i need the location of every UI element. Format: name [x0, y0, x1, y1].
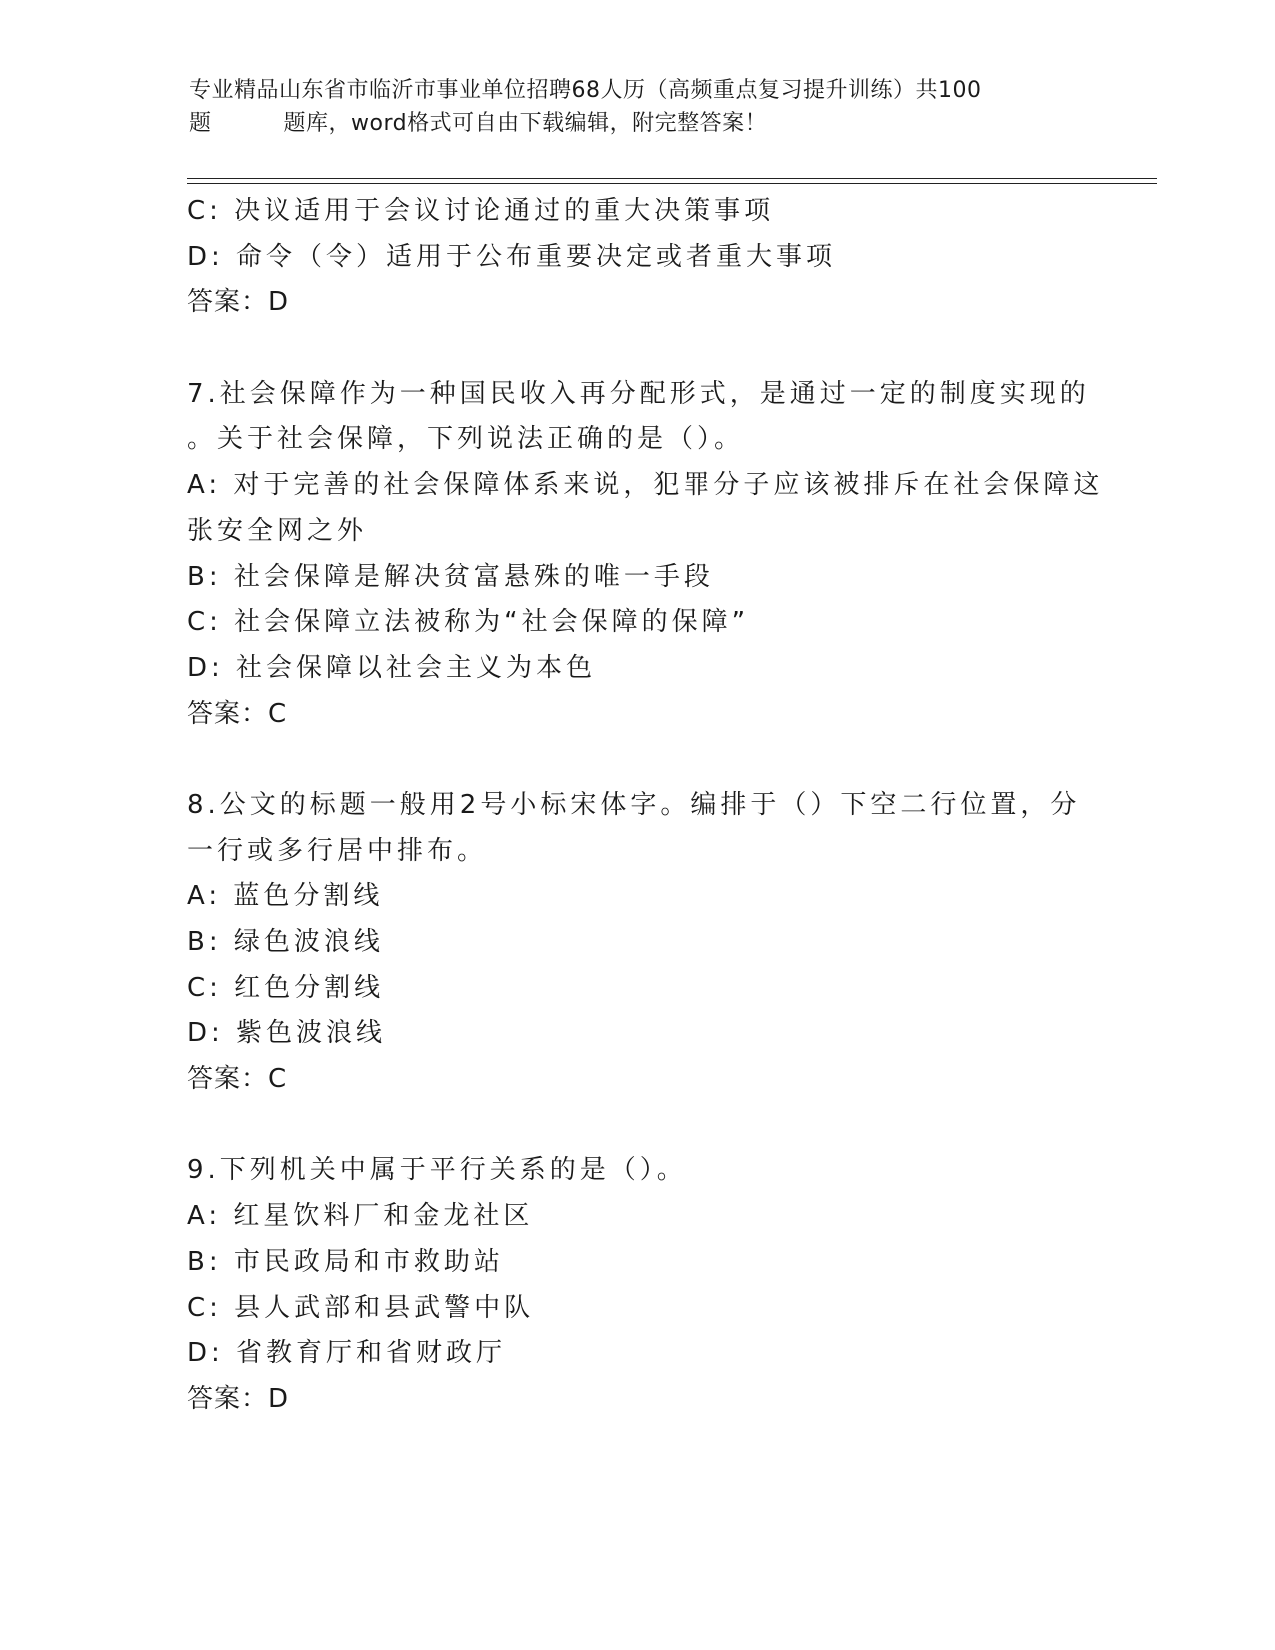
option-line: C: 社会保障立法被称为“社会保障的保障”	[187, 607, 750, 638]
question-line: 8.公文的标题一般用2号小标宋体字。编排于（）下空二行位置，分	[187, 789, 1081, 820]
page-header	[189, 74, 1069, 140]
header-title-line1: 专业精品山东省市临沂市事业单位招聘68人历（高频重点复习提升训练）共100	[189, 78, 982, 103]
question-line: 一行或多行居中排布。	[187, 835, 488, 866]
answer-line: 答案：D	[187, 1383, 290, 1414]
header-title-line2	[189, 107, 1069, 140]
header-divider-top	[187, 178, 1157, 179]
question-line: 7.社会保障作为一种国民收入再分配形式，是通过一定的制度实现的	[187, 378, 1090, 409]
option-line: C: 决议适用于会议讨论通过的重大决策事项	[187, 196, 775, 226]
option-line: D: 命令（令）适用于公布重要决定或者重大事项	[187, 241, 837, 272]
option-line: A: 红星饮料厂和金龙社区	[187, 1201, 534, 1232]
header-title-line2-start: 题	[189, 111, 212, 136]
header-divider-bottom	[187, 183, 1157, 184]
option-line: C: 红色分割线	[187, 972, 385, 1003]
blank-line	[187, 737, 1087, 783]
option-line: B: 社会保障是解决贫富悬殊的唯一手段	[187, 561, 714, 592]
option-line: C: 县人武部和县武警中队	[187, 1292, 535, 1323]
blank-line	[187, 326, 1087, 372]
question-line: 。关于社会保障，下列说法正确的是（）。	[187, 424, 745, 455]
header-title-line2-rest: 题库，word格式可自由下载编辑，附完整答案！	[283, 111, 768, 136]
option-line: B: 绿色波浪线	[187, 927, 384, 957]
question-content	[187, 189, 1104, 1423]
option-line: B: 市民政局和市救助站	[187, 1246, 504, 1277]
option-line: D: 社会保障以社会主义为本色	[187, 652, 597, 683]
question-line: 9.下列机关中属于平行关系的是（）。	[187, 1155, 687, 1186]
option-line: D: 紫色波浪线	[187, 1018, 387, 1049]
blank-line	[187, 1103, 1087, 1149]
option-line: A: 蓝色分割线	[187, 881, 384, 912]
option-line: D: 省教育厅和省财政厅	[187, 1338, 507, 1369]
answer-line: 答案：C	[187, 1064, 288, 1095]
answer-line: 答案：D	[187, 287, 290, 318]
option-line: 张安全网之外	[187, 515, 368, 546]
answer-line: 答案：C	[187, 698, 288, 729]
option-line: A: 对于完善的社会保障体系来说，犯罪分子应该被排斥在社会保障这	[187, 470, 1104, 501]
